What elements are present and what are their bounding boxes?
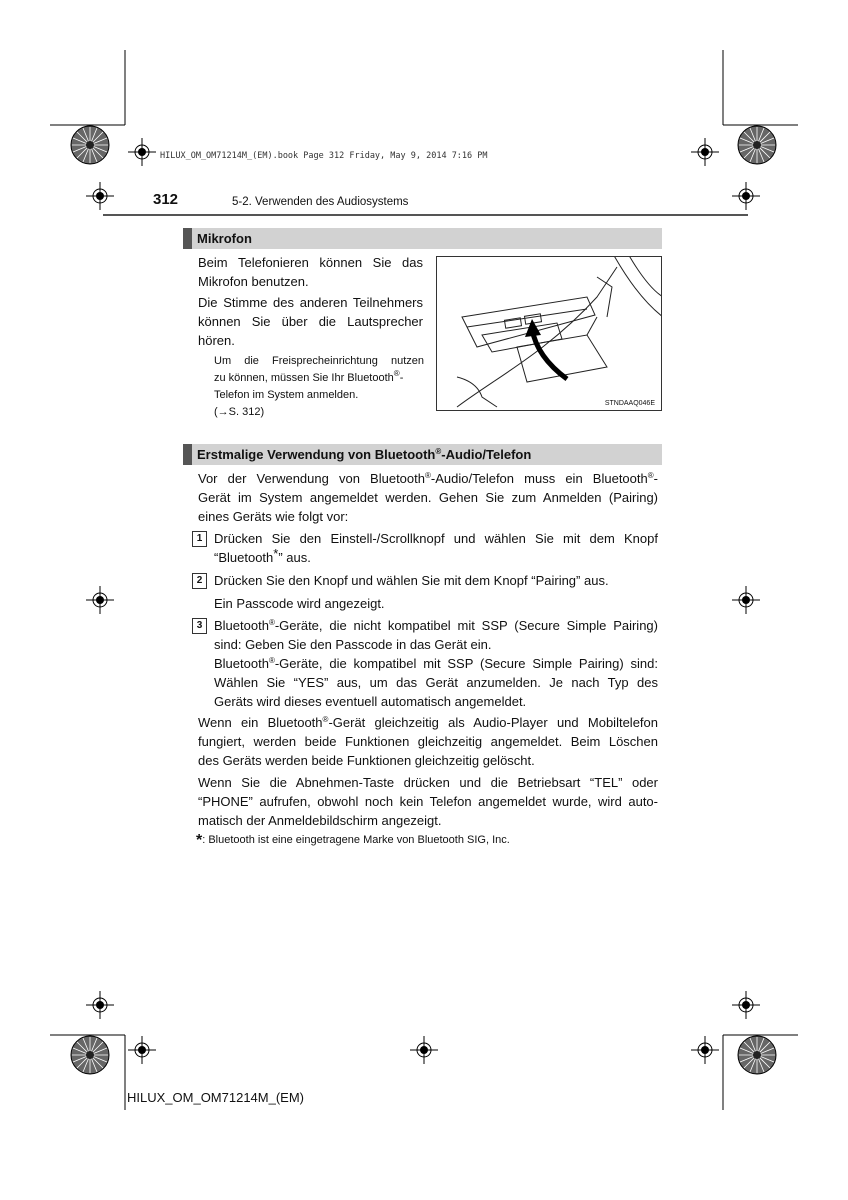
note-line-3: Telefon im System anmelden. [214, 389, 359, 401]
overhead-console-drawing [437, 257, 662, 411]
step-3-text: Bluetooth®-Geräte, die nicht kompatibel mit SSP (Secure Simple Pairing) sind: Geben Sie den Passcode in das Gerät ein. Bluetooth®-Geräte, die kompatibel mit SSP (Secure Simple Pairing) sind: Wählen Sie “YES” aus, um das Gerät anzumelden. Je nach Typ des Geräts wird dieses eventuell automatisch angemeldet. [214, 618, 658, 709]
note-line-1: Um die Freisprecheinrichtung nutzen [214, 355, 424, 367]
step-1-text: Drücken Sie den Einstell-/Scrollknopf und wählen Sie mit dem Knopf “Bluetooth*” aus. [214, 531, 658, 565]
trademark-footnote [196, 832, 510, 849]
section-marker [183, 228, 192, 249]
section-marker [183, 444, 192, 465]
step-2-text: Drücken Sie den Knopf und wählen Sie mit dem Knopf “Pairing” aus. [214, 573, 609, 588]
chapter-title: 5-2. Verwenden des Audiosystems [232, 196, 409, 208]
header-rule [103, 214, 748, 216]
note-line-2: zu können, müssen Sie Ihr Bluetooth®- [214, 369, 404, 384]
section-title: Mikrofon [197, 231, 252, 246]
microphone-illustration [436, 256, 662, 411]
footer-doc-code: HILUX_OM_OM71214M_(EM) [127, 1090, 304, 1105]
footnote-text: : Bluetooth ist eine eingetragene Marke von Bluetooth SIG, Inc. [202, 834, 510, 846]
note-line-4: (→S. 312) [214, 406, 265, 418]
step-number-1: 1 [192, 531, 207, 547]
pickup-key-paragraph: Wenn Sie die Abnehmen-Taste drücken und die Betriebsart “TEL” oder “PHONE” aufrufen, obwohl noch kein Telefon angemeldet wurde, wird auto- matisch der Anmeldebildschirm angezeigt. [198, 775, 658, 828]
print-info-line: HILUX_OM_OM71214M_(EM).book Page 312 Friday, May 9, 2014 7:16 PM [160, 151, 488, 161]
bluetooth-dual-function-paragraph: Wenn ein Bluetooth®-Gerät gleichzeitig als Audio-Player und Mobiltelefon fungiert, werden beide Funktionen gleichzeitig angemeldet. Beim Löschen des Geräts werden beide Funktionen gleichzeitig gelöscht. [198, 715, 658, 768]
mikrofon-paragraph-1: Beim Telefonieren können Sie das Mikrofon benutzen. [198, 255, 423, 289]
step-number-2: 2 [192, 573, 207, 589]
step-number-3: 3 [192, 618, 207, 634]
step-2-result: Ein Passcode wird angezeigt. [214, 596, 385, 611]
intro-line-2: Gerät im System angemeldet werden. Gehen Sie zum Anmelden (Pairing) [198, 490, 658, 505]
illustration-code: STNDAAQ046E [604, 400, 655, 407]
mikrofon-note [214, 353, 424, 421]
bluetooth-intro [198, 469, 658, 526]
page-number: 312 [153, 191, 179, 208]
mikrofon-paragraph-2: Die Stimme des anderen Teilnehmers können Sie über die Lautsprecher hören. [198, 295, 423, 348]
intro-line-3: eines Geräts wie folgt vor: [198, 509, 349, 524]
footnote-asterisk: * [196, 832, 203, 849]
section-heading-mikrofon [183, 228, 662, 249]
section-heading-bluetooth [183, 444, 662, 465]
section-title: Erstmalige Verwendung von Bluetooth®-Audio/Telefon [197, 447, 532, 462]
intro-line-1: Vor der Verwendung von Bluetooth®-Audio/Telefon muss ein Bluetooth®- [198, 471, 658, 486]
